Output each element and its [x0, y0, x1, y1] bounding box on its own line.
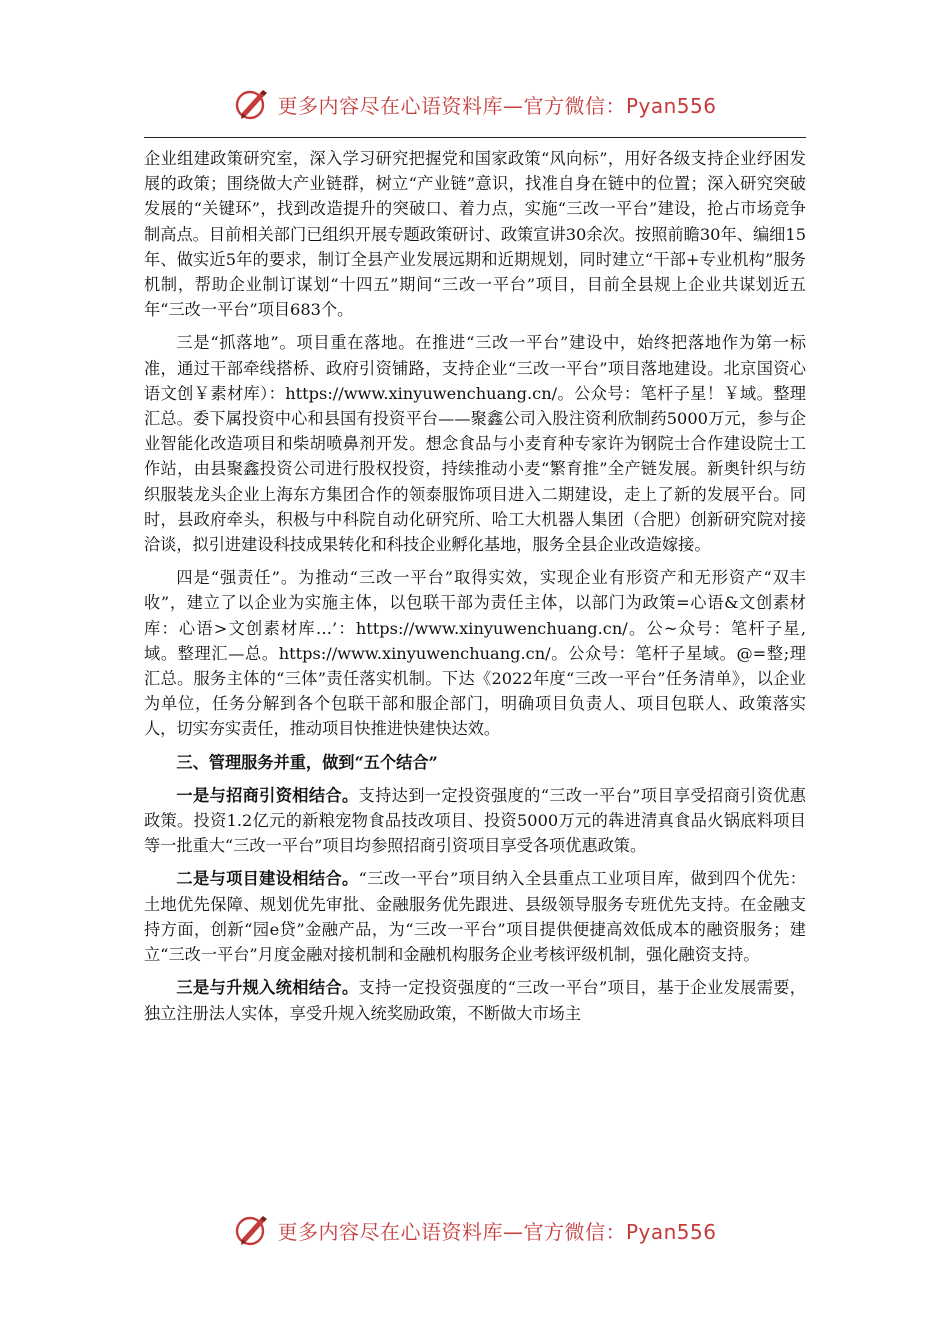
paragraph-lead: 一是与招商引资相结合。 [176, 785, 359, 805]
paragraph [144, 866, 806, 967]
paragraph-text: 企业组建政策研究室，深入学习研究把握党和国家政策“风向标”，用好各级支持企业纾困发展的政策；围绕做大产业链群，树立“产业链”意识，找准自身在链中的位置；深入研究突破发展的“关键环”，找到改造提升的突破口、着力点，实施“三改一平台”建设，抢占市场竞争制高点。目前相关部门已组织开展专题政策研讨、政策宣讲30余次。按照前瞻30年、编细15年、做实近5年的要求，制订全县产业发展远期和近期规划，同时建立“干部+专业机构”服务机制，帮助企业制订谋划“十四五”期间“三改一平台”项目，目前全县规上企业共谋划近五年“三改一平台”项目683个。 [144, 149, 806, 320]
pen-logo-icon [233, 1212, 271, 1248]
paragraph [144, 330, 806, 557]
document-body [144, 146, 806, 1034]
footer-banner [0, 1210, 950, 1250]
banner-text: 更多内容尽在心语资料库—官方微信：Pyan556 [277, 1219, 717, 1244]
paragraph-text: 支持一定投资强度的“三改一平台”项目，基于企业发展需要，独立注册法人实体，享受升规入统奖励政策，不断做大市场主 [144, 978, 806, 1023]
paragraph-text: “三改一平台”项目纳入全县重点工业项目库，做到四个优先：土地优先保障、规划优先审批、金融服务优先跟进、县级领导服务专班优先支持。在金融支持方面，创新“园e贷”金融产品，为“三改一平台”项目提供便捷高效低成本的融资服务；建立“三改一平台”月度金融对接机制和金融机构服务企业考核评级机制，强化融资支持。 [144, 869, 806, 965]
paragraph-lead: 二是与项目建设相结合。 [176, 869, 359, 889]
paragraph-text: 三、管理服务并重，做到“五个结合” [176, 752, 438, 772]
paragraph-lead: 三是与升规入统相结合。 [176, 978, 359, 998]
section-heading [144, 750, 806, 775]
paragraph [144, 146, 806, 322]
paragraph-text: 支持达到一定投资强度的“三改一平台”项目享受招商引资优惠政策。投资1.2亿元的新粮宠物食品技改项目、投资5000万元的犇进清真食品火锅底料项目等一批重大“三改一平台”项目均参照招商引资项目享受各项优惠政策。 [144, 785, 806, 856]
paragraph [144, 565, 806, 741]
paragraph [144, 783, 806, 859]
paragraph-text: 三是“抓落地”。项目重在落地。在推进“三改一平台”建设中，始终把落地作为第一标准，通过干部牵线搭桥、政府引资铺路，支持企业“三改一平台”项目落地建设。北京国资心语文创￥素材库）：https://www.xinyuwenchuang.cn/。公众号：笔杆子星！￥域。整理汇总。委下属投资中心和县国有投资平台——聚鑫公司入股注资利欣制药5000万元，参与企业智能化改造项目和柴胡喷鼻剂开发。想念食品与小麦育种专家许为钢院士合作建设院士工作站，由县聚鑫投资公司进行股权投资，持续推动小麦“繁育推”全产链发展。新奥针织与纺织服装龙头企业上海东方集团合作的领泰服饰项目进入二期建设，走上了新的发展平台。同时，县政府牵头，积极与中科院自动化研究所、哈工大机器人集团（合肥）创新研究院对接洽谈，拟引进建设科技成果转化和科技企业孵化基地，服务全县企业改造嫁接。 [144, 333, 806, 555]
banner-text: 更多内容尽在心语资料库—官方微信：Pyan556 [277, 93, 717, 118]
paragraph [144, 975, 806, 1025]
paragraph-text: 四是“强责任”。为推动“三改一平台”取得实效，实现企业有形资产和无形资产“双丰收”，建立了以企业为实施主体，以包联干部为责任主体，以部门为政策=心语&文创素材库：心语>文创素材库…’：https://www.xinyuwenchuang.cn/。公~众号：笔杆子星,域。整理汇—总。https://www.xinyuwenchuang.cn/。公众号：笔杆子星域。@=整;理汇总。服务主体的“三体”责任落实机制。下达《2022年度“三改一平台”任务清单》，以企业为单位，任务分解到各个包联干部和服企部门，明确项目负责人、项目包联人、政策落实人，切实夯实责任，推动项目快推进快建快达效。 [144, 568, 806, 739]
pen-logo-icon [233, 86, 271, 122]
header-rule [144, 137, 806, 138]
header-banner [0, 84, 950, 124]
